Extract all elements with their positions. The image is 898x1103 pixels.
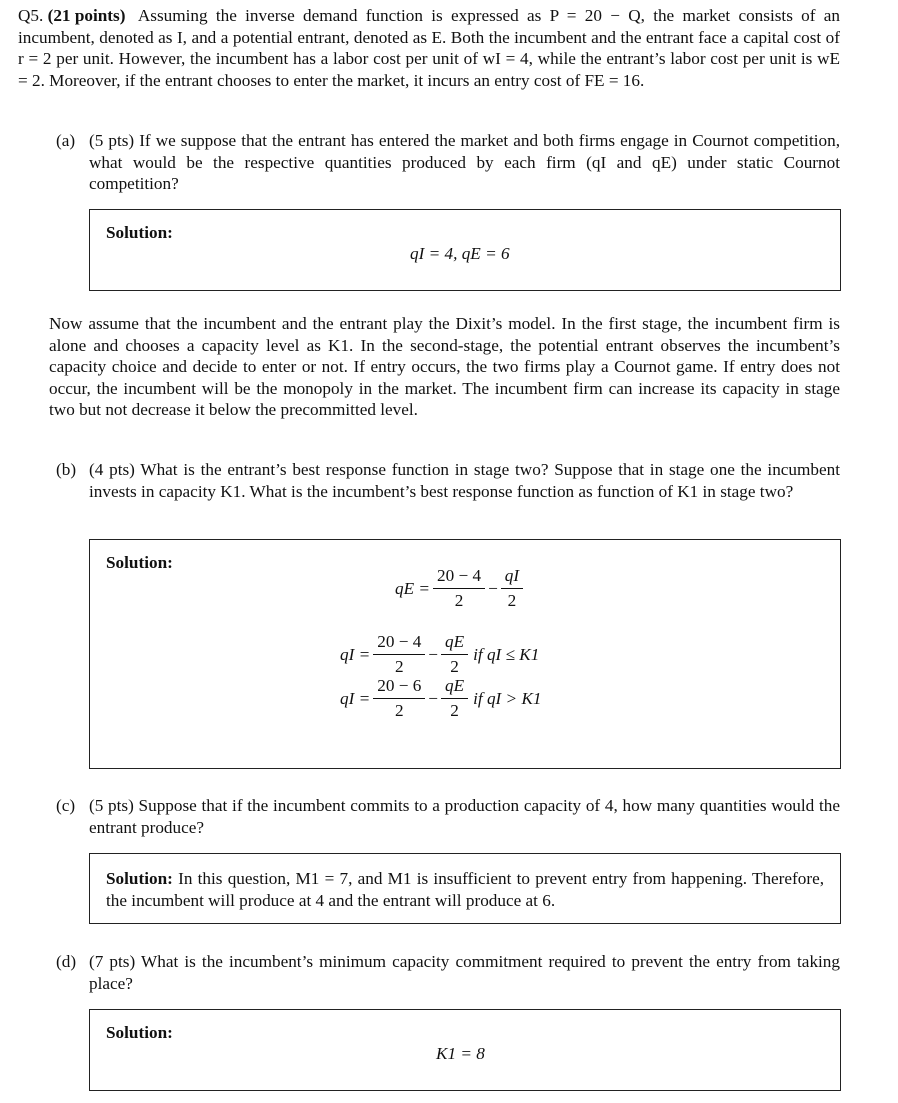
eq2-num1: 20 − 4	[373, 632, 425, 655]
eq2-minus: −	[428, 644, 438, 664]
eq1-den2: 2	[507, 591, 517, 610]
eq3-condition: if qI > K1	[473, 688, 542, 708]
question-points: (21 points)	[47, 6, 126, 25]
solution-label: Solution:	[106, 1023, 173, 1042]
eq3-den1: 2	[394, 701, 404, 720]
eq3-frac1	[373, 676, 425, 721]
part-b	[56, 459, 840, 523]
part-d-solution: K1 = 8	[436, 1044, 485, 1063]
eq2-den2: 2	[450, 657, 459, 676]
eq2-den1: 2	[394, 657, 404, 676]
eq2-condition: if qI ≤ K1	[473, 644, 540, 664]
part-d-solution-box	[89, 1009, 841, 1091]
part-c-text: (5 pts) Suppose that if the incumbent commits to a production capacity of 4, how many quantities would the entrant produce?	[89, 796, 840, 837]
question-number: Q5.	[18, 6, 44, 25]
part-d-text: (7 pts) What is the incumbent’s minimum capacity commitment required to prevent the entry from taking place?	[89, 952, 840, 993]
eq2-frac1	[373, 632, 425, 677]
eq3-minus: −	[428, 688, 438, 708]
eq1-den1: 2	[454, 591, 464, 610]
part-c-solution-box	[89, 853, 841, 924]
incumbent-best-response-low	[340, 632, 539, 677]
incumbent-best-response-high	[340, 676, 542, 721]
question-intro	[18, 5, 840, 91]
eq3-num2: qE	[441, 676, 468, 699]
solution-label: Solution:	[106, 553, 173, 572]
part-b-label: (b)	[56, 460, 77, 479]
part-a-solution-box	[89, 209, 841, 291]
part-d-label: (d)	[56, 952, 77, 971]
eq2-num2: qE	[441, 632, 468, 655]
part-a-solution: qI = 4, qE = 6	[410, 244, 510, 263]
eq1-frac2	[501, 566, 523, 611]
entrant-best-response	[395, 566, 526, 611]
question-intro-text: Assuming the inverse demand function is expressed as P = 20 − Q, the market consists of an incumbent, denoted as I, and a potential entrant, denoted as E. Both the incumbent and the entrant face a capital cost of r = 2 per unit. However, the incumbent has a labor cost per unit of wI = 4, while the entrant’s labor cost per unit is wE = 2. Moreover, if the entrant chooses to enter the market, it incurs an entry cost of FE = 16.	[18, 6, 840, 90]
solution-label: Solution:	[106, 223, 173, 242]
part-b-text: (4 pts) What is the entrant’s best response function in stage two? Suppose that in stage one the incumbent invests in capacity K1. What is the incumbent’s best response function as function of K1 in stage two?	[89, 460, 840, 501]
part-a	[56, 130, 840, 194]
eq1-frac1	[433, 566, 485, 611]
solution-label: Solution:	[106, 869, 173, 888]
eq3-frac2	[441, 676, 468, 721]
eq1-num1: 20 − 4	[433, 566, 485, 589]
part-c-label: (c)	[56, 796, 76, 815]
part-c-solution-text: In this question, M1 = 7, and M1 is insufficient to prevent entry from happening. Therefore, the incumbent will produce at 4 and the entrant will produce at 6.	[106, 869, 825, 910]
eq2-lhs: qI =	[340, 644, 371, 664]
dixit-paragraph: Now assume that the incumbent and the entrant play the Dixit’s model. In the first stage, the incumbent firm is alone and chooses a capacity level as K1. In the second-stage, the potential entrant observes the incumbent’s capacity choice and decide to enter or not. If entry occurs, the two firms play a Cournot game. If entry does not occur, the incumbent will be the monopoly in the market. The incumbent firm can increase its capacity in stage two but not decrease it below the precommitted level.	[49, 314, 840, 419]
part-c	[56, 795, 840, 839]
eq1-minus: −	[488, 578, 498, 598]
part-a-text: (5 pts) If we suppose that the entrant has entered the market and both firms engage in Cournot competition, what would be the respective quantities produced by each firm (qI and qE) under static Cournot competition?	[89, 131, 840, 193]
eq1-lhs: qE =	[395, 578, 430, 598]
part-c-solution	[106, 868, 824, 911]
part-b-solution-box	[89, 539, 841, 769]
eq1-num2: qI	[501, 566, 523, 589]
eq3-den2: 2	[450, 701, 459, 720]
part-a-label: (a)	[56, 131, 76, 150]
eq2-frac2	[441, 632, 468, 677]
eq3-num1: 20 − 6	[373, 676, 425, 699]
eq3-lhs: qI =	[340, 688, 371, 708]
part-d	[56, 951, 840, 995]
